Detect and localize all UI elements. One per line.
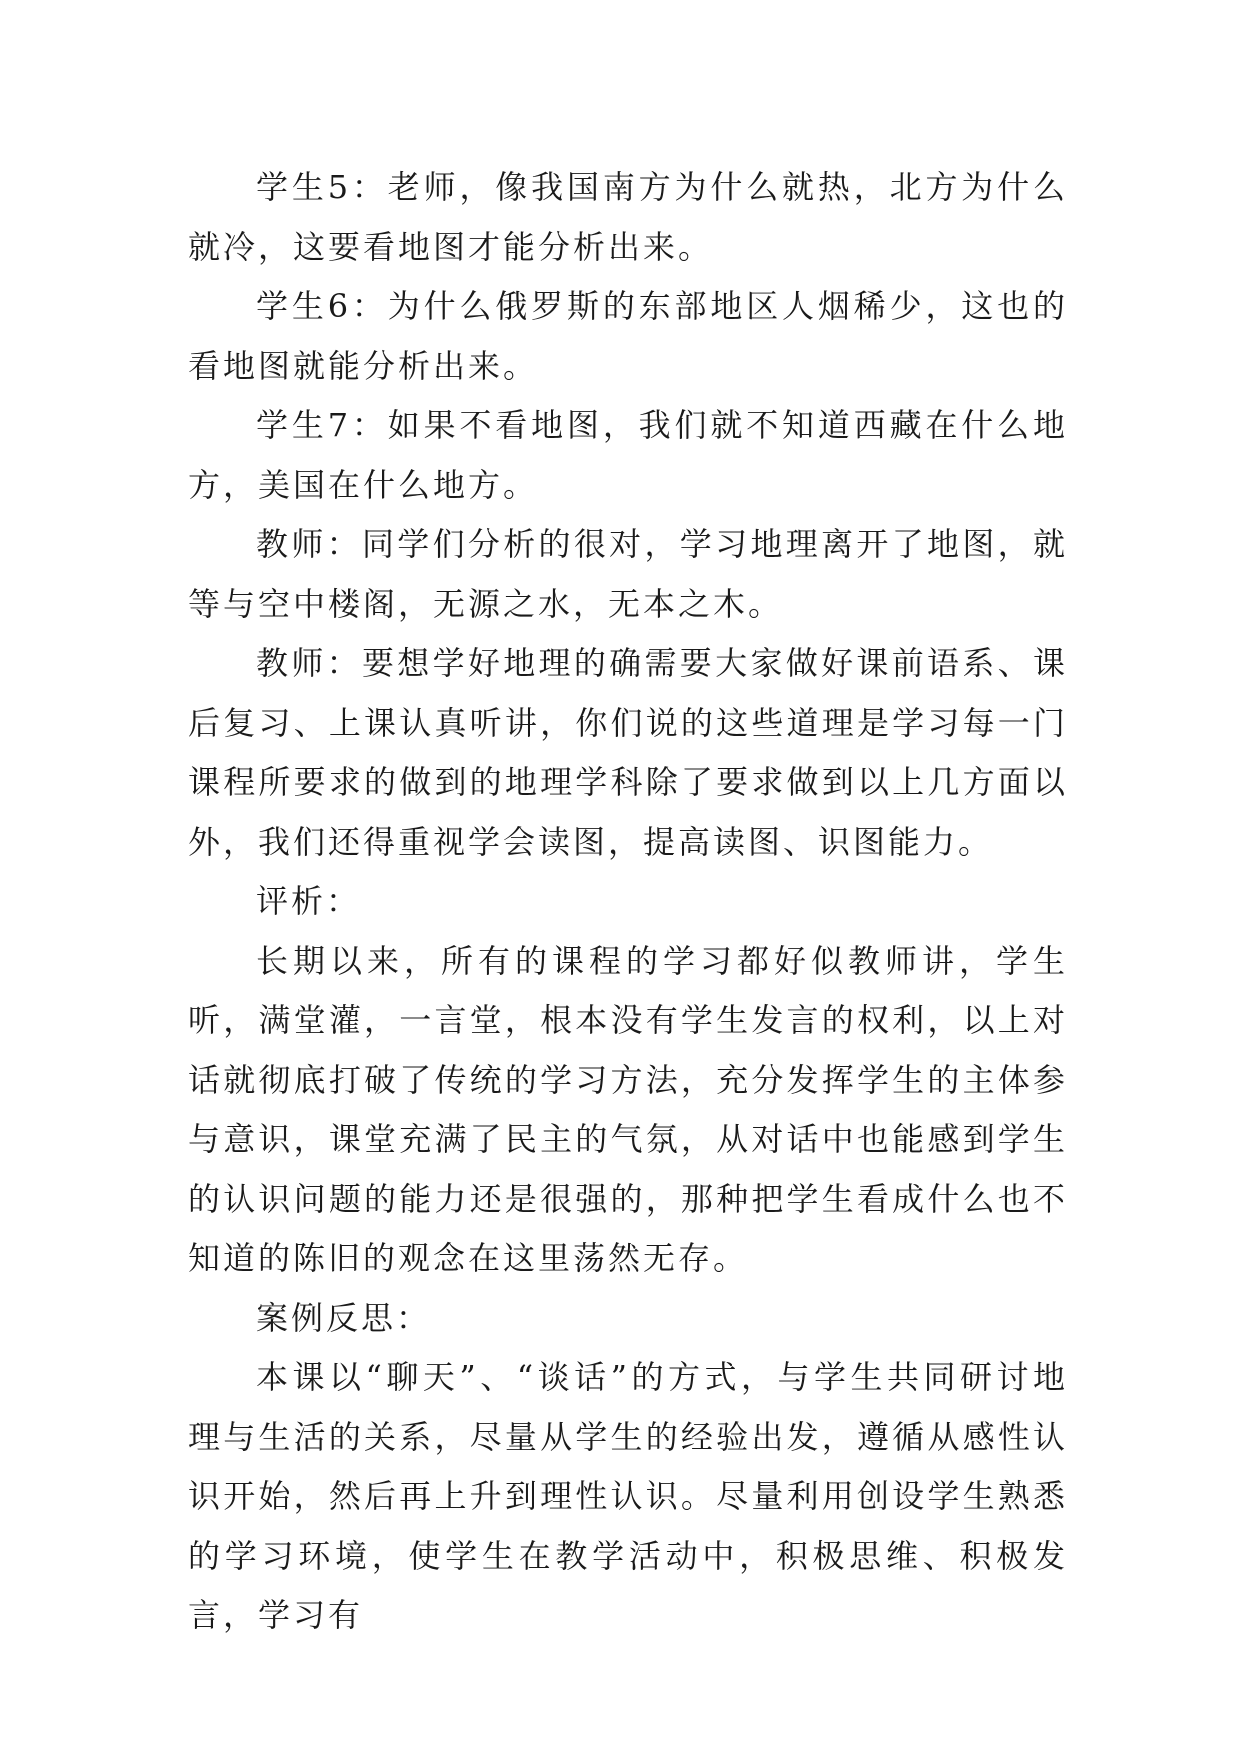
paragraph-student-6: 学生6：为什么俄罗斯的东部地区人烟稀少，这也的看地图就能分析出来。 [188, 287, 1068, 385]
paragraph-student-5: 学生5：老师，像我国南方为什么就热，北方为什么就冷，这要看地图才能分析出来。 [188, 168, 1068, 266]
heading-case-reflection: 案例反思： [256, 1298, 432, 1337]
paragraph-case-reflection: 本课以“聊天”、“谈话”的方式，与学生共同研讨地理与生活的关系，尽量从学生的经验出发，遵循从感性认识开始，然后再上升到理性认识。尽量利用创设学生熟悉的学习环境，使学生在教学活动中，积极思维、积极发言，学习有 [188, 1358, 1068, 1634]
paragraph-commentary: 长期以来，所有的课程的学习都好似教师讲，学生听，满堂灌，一言堂，根本没有学生发言的权利，以上对话就彻底打破了传统的学习方法，充分发挥学生的主体参与意识，课堂充满了民主的气氛，从对话中也能感到学生的认识问题的能力还是很强的，那种把学生看成什么也不知道的陈旧的观念在这里荡然无存。 [188, 941, 1068, 1277]
document-body [188, 158, 1068, 1646]
heading-commentary: 评析： [256, 882, 362, 920]
paragraph-teacher-1: 教师：同学们分析的很对，学习地理离开了地图，就等与空中楼阁，无源之水，无本之木。 [188, 525, 1068, 623]
paragraph-teacher-2: 教师：要想学好地理的确需要大家做好课前语系、课后复习、上课认真听讲，你们说的这些道理是学习每一门课程所要求的做到的地理学科除了要求做到以上几方面以外，我们还得重视学会读图，提高读图、识图能力。 [188, 644, 1068, 861]
paragraph-student-7: 学生7：如果不看地图，我们就不知道西藏在什么地方，美国在什么地方。 [188, 406, 1068, 504]
